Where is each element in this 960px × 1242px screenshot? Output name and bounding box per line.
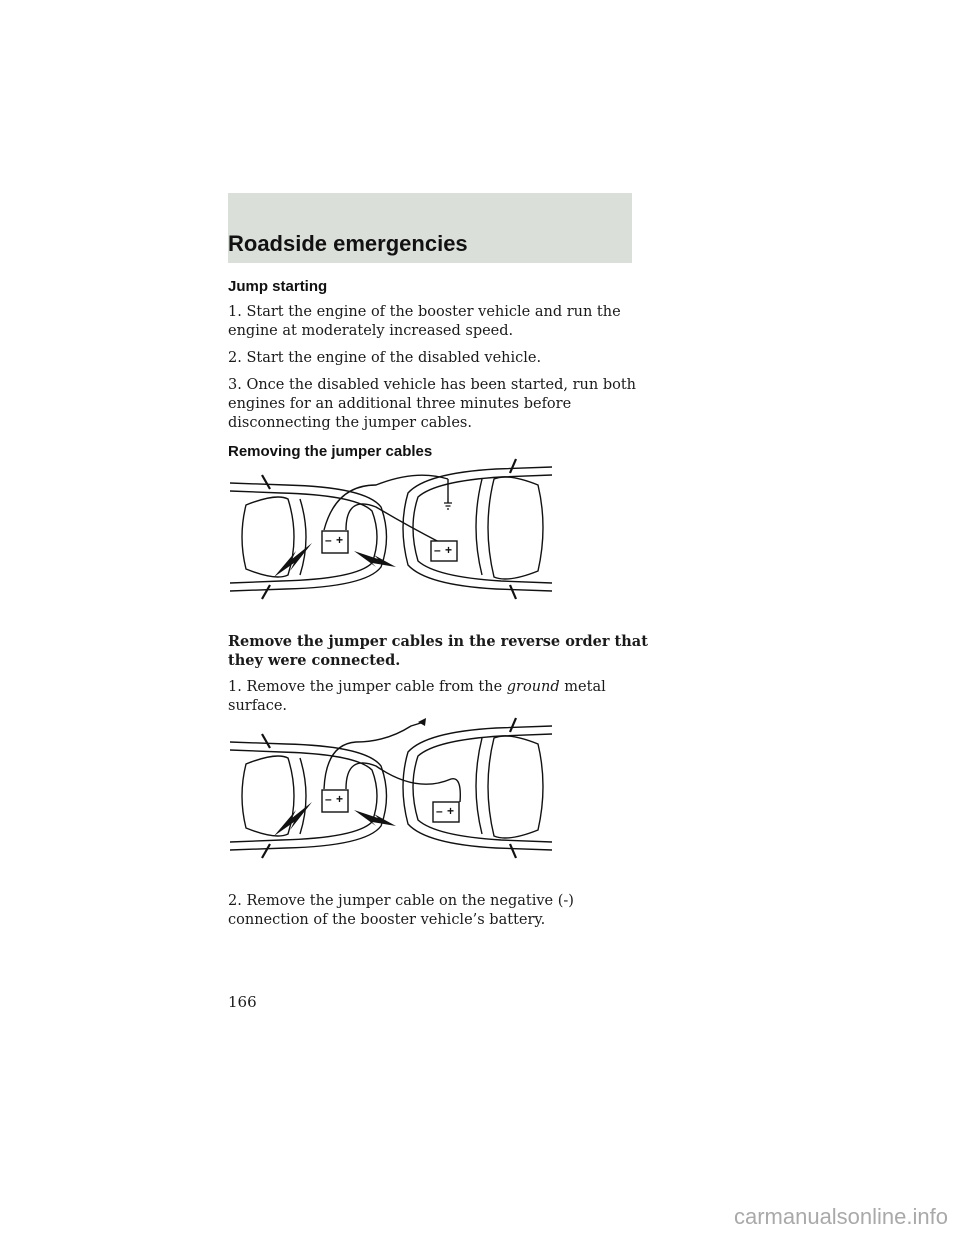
removing-cables-heading: Removing the jumper cables <box>228 443 433 460</box>
battery-plus-4: + <box>447 804 455 818</box>
removing-cables-section <box>228 632 648 724</box>
cable-clamp-icon <box>418 718 426 726</box>
jump-starting-heading: Jump starting <box>228 278 328 295</box>
battery-plus-1: + <box>336 533 344 547</box>
header-band <box>228 193 632 263</box>
battery-plus-3: + <box>336 792 344 806</box>
battery-minus-2: – <box>434 543 441 557</box>
remove-step-1-pre: 1. Remove the jumper cable from the <box>228 679 503 695</box>
jumper-cable-diagram-1 <box>226 455 556 620</box>
remove-step-2: 2. Remove the jumper cable on the negative (-) connection of the booster vehicle’s battery. <box>228 893 574 928</box>
battery-minus-3: – <box>325 792 332 806</box>
section-title: Roadside emergencies <box>228 231 468 256</box>
page-number: 166 <box>228 993 257 1011</box>
remove-step-1-ground: ground <box>506 679 560 695</box>
step-2: 2. Start the engine of the disabled vehicle. <box>228 350 542 366</box>
battery-minus-4: – <box>436 804 443 818</box>
battery-plus-2: + <box>445 543 453 557</box>
removing-cables-step-2 <box>228 892 648 938</box>
remove-step-1-post: metal surface. <box>228 679 606 714</box>
step-3: 3. Once the disabled vehicle has been started, run both engines for an additional three minutes before disconnecting the jumper cables. <box>228 377 637 431</box>
battery-minus-1: – <box>325 533 332 547</box>
watermark: carmanualsonline.info <box>733 1204 948 1229</box>
jump-starting-section <box>228 278 648 468</box>
jumper-cable-diagram-2 <box>226 714 556 864</box>
remove-step-1 <box>228 678 648 716</box>
step-1: 1. Start the engine of the booster vehicle and run the engine at moderately increased speed. <box>228 304 621 339</box>
reverse-order-instruction: Remove the jumper cables in the reverse order that they were connected. <box>228 633 648 669</box>
ground-icon <box>444 503 452 509</box>
